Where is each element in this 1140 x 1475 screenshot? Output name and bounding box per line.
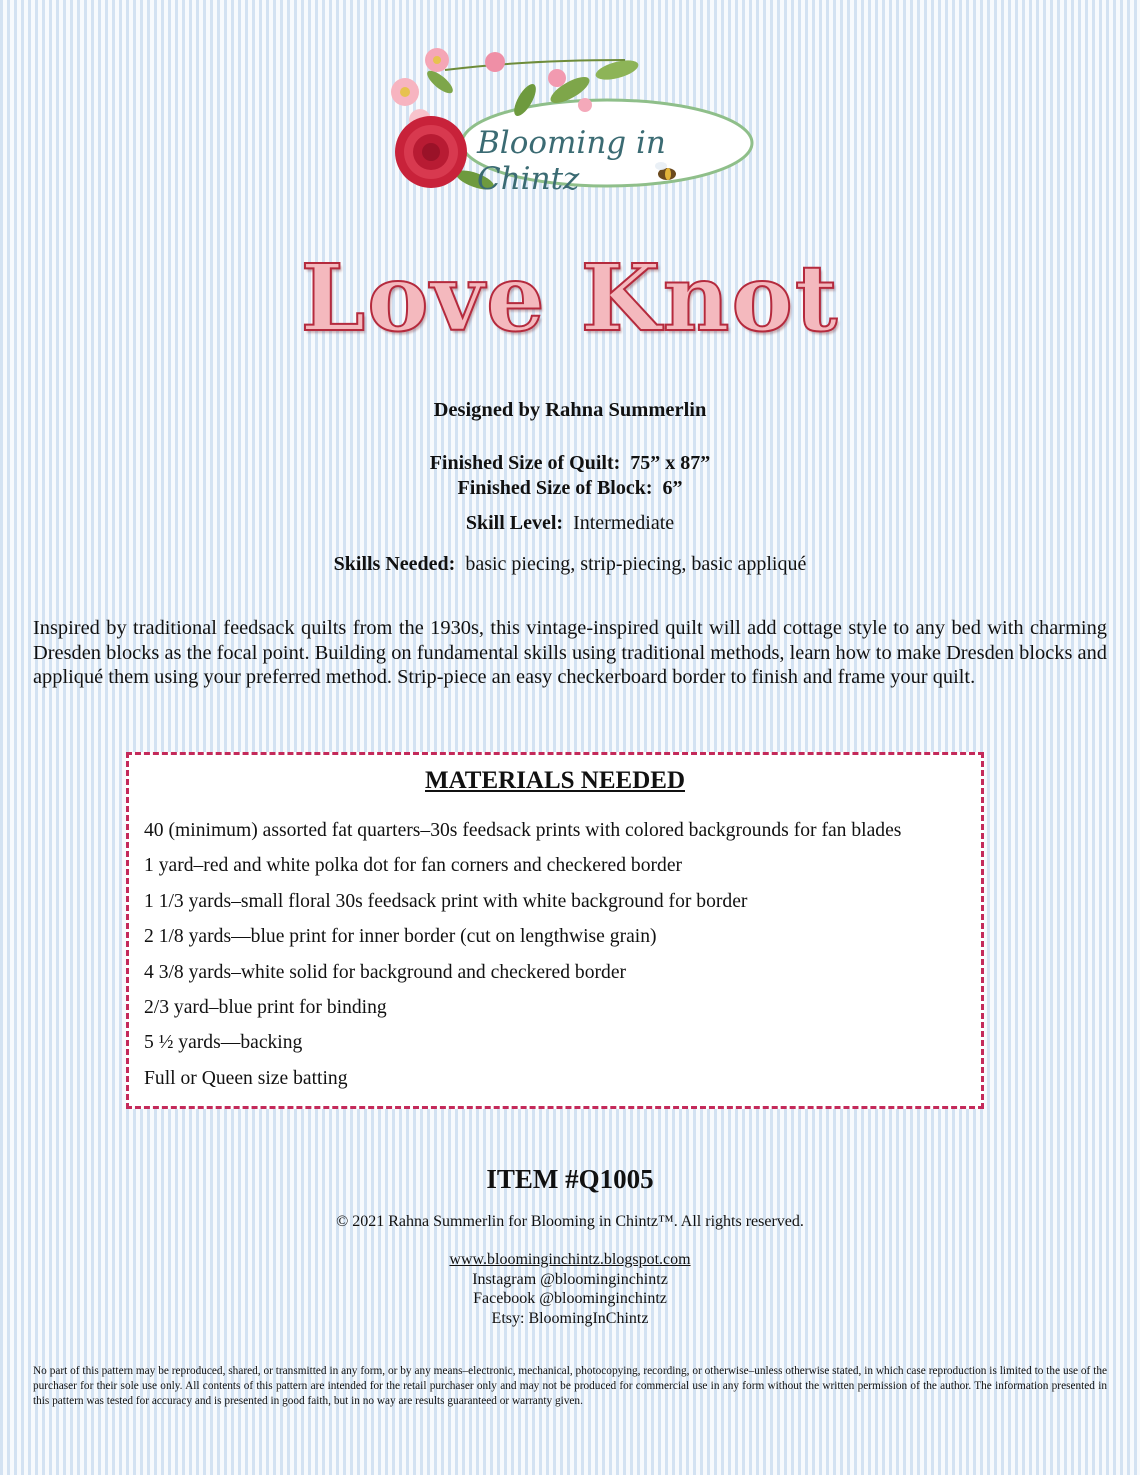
pattern-title: Love Knot <box>300 244 840 352</box>
materials-item: 2 1/8 yards—blue print for inner border (cut on lengthwise grain) <box>144 926 657 948</box>
item-number: ITEM #Q1005 <box>486 1164 654 1194</box>
materials-list <box>144 819 901 1102</box>
website-link[interactable]: www.bloominginchintz.blogspot.com <box>449 1251 691 1268</box>
quilt-size-value: 75” x 87” <box>630 452 711 474</box>
materials-heading: MATERIALS NEEDED <box>425 767 685 794</box>
legal-disclaimer: No part of this pattern may be reproduced, shared, or transmitted in any form, or by any means–electronic, mechanical, photocopying, recording, or otherwise–unless otherwise stated, in which case reproduction is limited to the use of the purchaser for their sole use only. All contents of this pattern are intended for the retail purchaser only and may not be produced for commercial use in any form without the written permission of the author. The information presented in this pattern was tested for accuracy and is presented in good faith, but in no way are results guaranteed or warranty given. <box>33 1365 1107 1407</box>
block-size <box>0 476 1140 501</box>
materials-item: 4 3/8 yards–white solid for background and checkered border <box>144 961 627 983</box>
designer-credit: Designed by Rahna Summerlin <box>433 399 707 421</box>
skill-level-value: Intermediate <box>573 512 675 534</box>
copyright-line: © 2021 Rahna Summerlin for Blooming in Chintz™. All rights reserved. <box>336 1213 804 1230</box>
skill-level <box>0 511 1140 536</box>
materials-item: 1 yard–red and white polka dot for fan corners and checkered border <box>144 855 683 877</box>
contact-block <box>0 1250 1140 1328</box>
materials-item: 5 ½ yards—backing <box>144 1032 303 1054</box>
facebook-handle: Facebook @bloominginchintz <box>473 1290 667 1307</box>
quilt-size-label: Finished Size of Quilt: <box>429 452 621 474</box>
block-size-value: 6” <box>662 477 683 499</box>
materials-item: Full or Queen size batting <box>144 1067 348 1089</box>
materials-item: 2/3 yard–blue print for binding <box>144 996 387 1018</box>
materials-item: 40 (minimum) assorted fat quarters–30s feedsack prints with colored backgrounds for fan blades <box>144 820 902 841</box>
brand-logo <box>385 40 755 197</box>
skills-needed-label: Skills Needed: <box>333 553 456 575</box>
logo-text: Blooming in Chintz <box>477 125 666 197</box>
skill-level-label: Skill Level: <box>465 512 564 534</box>
materials-box <box>126 752 984 1109</box>
etsy-shop: Etsy: BloomingInChintz <box>491 1309 649 1327</box>
intro-paragraph: Inspired by traditional feedsack quilts from the 1930s, this vintage-inspired quilt will add cottage style to any bed with charming Dresden blocks as the focal point. Building on fundamental skills using traditional methods, learn how to make Dresden blocks and appliqué them using your preferred method. Strip-piece an easy checkerboard border to finish and frame your quilt. <box>33 617 1107 688</box>
block-size-label: Finished Size of Block: <box>457 477 653 499</box>
skills-needed-value: basic piecing, strip-piecing, basic appliqué <box>465 553 807 575</box>
materials-item: 1 1/3 yards–small floral 30s feedsack print with white background for border <box>144 890 748 912</box>
quilt-size <box>0 451 1140 476</box>
skills-needed <box>0 552 1140 577</box>
instagram-handle: Instagram @bloominginchintz <box>472 1270 668 1288</box>
